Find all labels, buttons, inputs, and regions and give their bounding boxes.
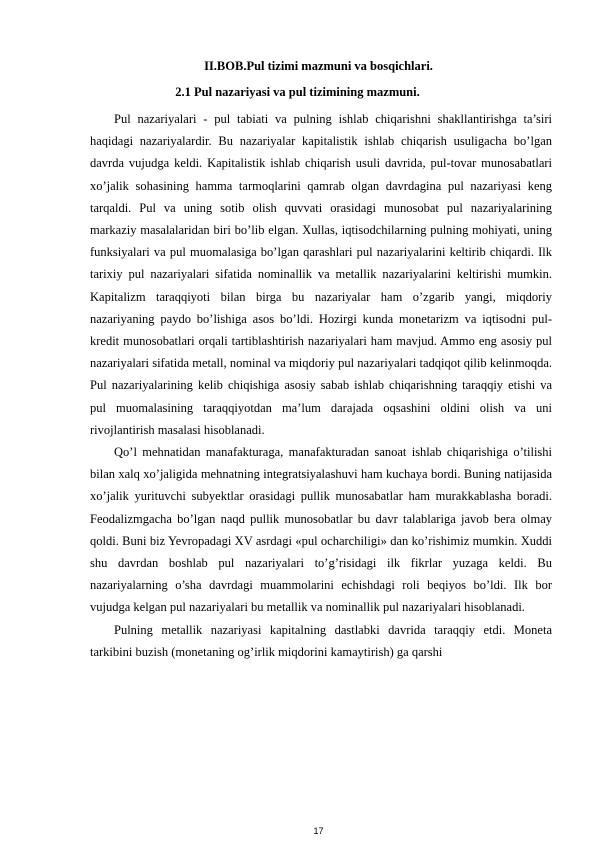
section-title: 2.1 Pul nazariyasi va pul tizimining mazmuni. <box>175 85 420 99</box>
page-number: 17 <box>313 826 324 836</box>
body-text <box>90 108 552 663</box>
paragraph-1: Pul nazariyalari - pul tabiati va pulning ishlab chiqarishni shakllantirishga ta’siri haqidagi nazariyalardir. Bu nazariyalar kapitalistik ishlab chiqarish usuligacha bo’lgan davrda vujudga keldi. Kapitalistik ishlab chiqarish usuli davrida, pul-tovar munosabatlari xo’jalik sohasining hamma tarmoqlarini qamrab olgan davrdagina pul nazariyasi keng tarqaldi. Pul va uning sotib olish quvvati orasidagi munosobat pul nazariyalarining markaziy masalalaridan biri bo’lib elgan. Xullas, iqtisodchilarning pulning mohiyati, uning funksiyalari va pul muomalasiga bo’lgan qarashlari pul nazariyalarini keltirib chiqardi. Ilk tarixiy pul nazariyalari sifatida nominallik va metallik nazariyalarini keltirishi mumkin. Kapitalizm taraqqiyoti bilan birga bu nazariyalar ham o’zgarib yangi, miqdoriy nazariyaning paydo bo’lishiga asos bo’ldi. Hozirgi kunda monetarizm va iqtisodni pul-kredit munosobatlari orqali tartiblashtirish nazariyalari ham mavjud. Ammo eng asosiy pul nazariyalari sifatida metall, nominal va miqdoriy pul nazariyalari tadqiqot qilib kelinmoqda. Pul nazariyalarining kelib chiqishiga asosiy sabab ishlab chiqarishning taraqqiy etishi va pul muomalasining taraqqiyotdan ma’lum darajada oqsashini oldini olish va uni rivojlantirish masalasi hisoblanadi. <box>90 112 552 437</box>
paragraph-2: Qo’l mehnatidan manafakturaga, manafakturadan sanoat ishlab chiqarishiga o’tilishi bilan xalq xo’jaligida mehnatning integratsiyalashuvi ham kuchaya bordi. Buning natijasida xo’jalik yurituvchi subyektlar orasidagi pullik munosabatlar ham murakkablasha boradi. Feodalizmgacha bo’lgan naqd pullik munosobatlar bu davr talablariga javob bera olmay qoldi. Buni biz Yevropadagi XV asrdagi «pul ocharchiligi» dan ko’rishimiz mumkin. Xuddi shu davrdan boshlab pul nazariyalari to’g’risidagi ilk fikrlar yuzaga keldi. Bu nazariyalarning o’sha davrdagi muammolarini echishdagi roli beqiyos bo’ldi. Ilk bor vujudga kelgan pul nazariyalari bu metallik va nominallik pul nazariyalari hisoblanadi. <box>90 445 552 615</box>
paragraph-3: Pulning metallik nazariyasi kapitalning dastlabki davrida taraqqiy etdi. Moneta tarkibini buzish (monetaning og’irlik miqdorini kamaytirish) ga qarshi <box>90 622 552 659</box>
chapter-title: II.BOB.Pul tizimi mazmuni va bosqichlari. <box>204 59 433 73</box>
